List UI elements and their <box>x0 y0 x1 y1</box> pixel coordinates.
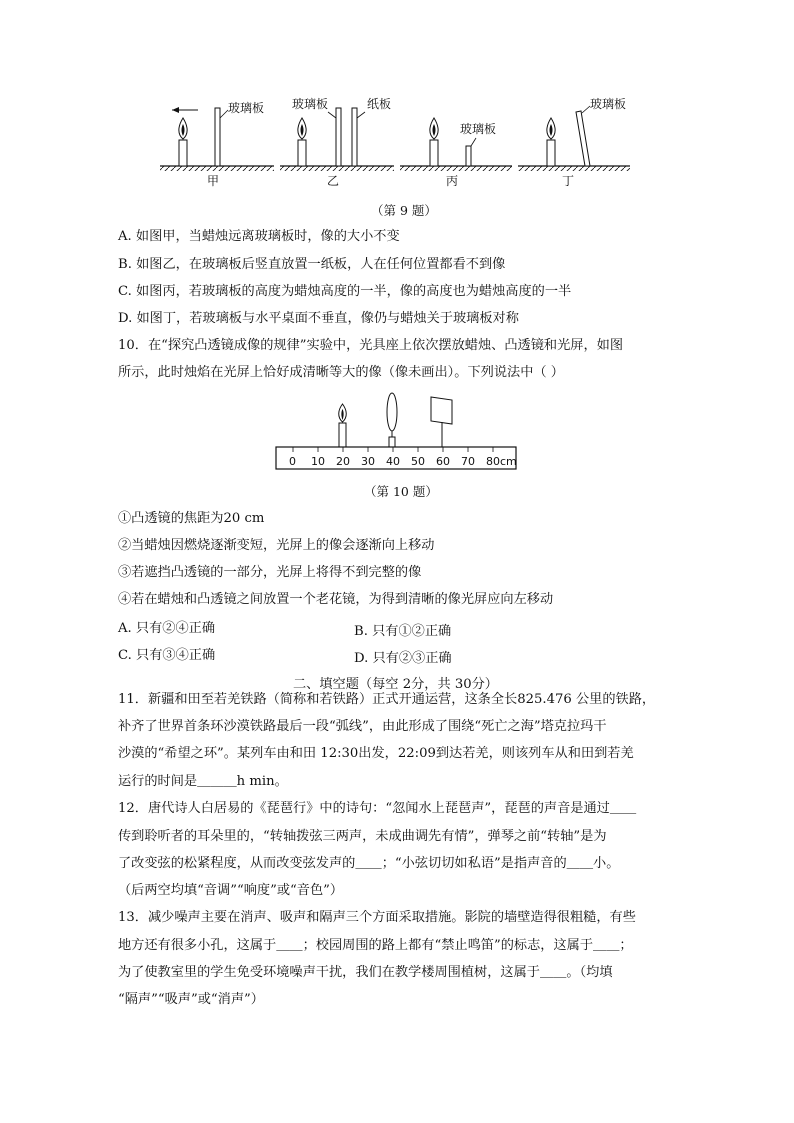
tick-label: 20 <box>336 455 350 468</box>
glass-label: 玻璃板 <box>590 97 627 111</box>
section2-title: 二、填空题（每空 2分，共 30分） <box>293 677 498 692</box>
tick-label: 50 <box>411 455 425 468</box>
paper-label: 纸板 <box>367 97 392 111</box>
candle-icon <box>430 118 438 166</box>
q13-line3: 为了使教室里的学生免受环境噪声干扰，我们在教学楼周围植树，这属于＿＿。（均填 <box>118 965 613 980</box>
panel-label-bing: 丙 <box>446 174 459 188</box>
panel-label-yi: 乙 <box>327 174 340 188</box>
q9-caption: （第 9 题） <box>371 203 437 218</box>
q12-line3: 了改变弦的松紧程度，从而改变弦发声的＿＿；“小弦切切如私语”是指声音的＿＿小。 <box>118 856 620 871</box>
q10-stem-line2: 所示，此时烛焰在光屏上恰好成清晰等大的像（像未画出）。下列说法中（ ） <box>118 365 564 380</box>
candle-icon <box>547 118 555 166</box>
q10-statement-4: ④若在蜡烛和凸透镜之间放置一个老花镜，为得到清晰的像光屏应向左移动 <box>118 592 554 607</box>
glass-label: 玻璃板 <box>460 122 497 136</box>
q13-line2: 地方还有很多小孔，这属于＿＿；校园周围的路上都有“禁止鸣笛”的标志，这属于＿＿； <box>118 938 633 953</box>
q9-option-c: C. 如图丙，若玻璃板的高度为蜡烛高度的一半，像的高度也为蜡烛高度的一半 <box>118 284 572 299</box>
light-screen-icon <box>431 397 452 447</box>
q10-option-c: C. 只有③④正确 <box>118 648 216 663</box>
q11-line4: 运行的时间是＿＿＿h min。 <box>118 774 288 789</box>
q10-statement-2: ②当蜡烛因燃烧逐渐变短，光屏上的像会逐渐向上移动 <box>118 538 435 553</box>
tick-label: 60 <box>436 455 450 468</box>
q11-line1: 11．新疆和田至若羌铁路（简称和若铁路）正式开通运营，这条全长825.476 公里的铁路， <box>118 692 656 707</box>
optical-bench-figure <box>270 390 530 475</box>
q11-line2: 补齐了世界首条环沙漠铁路最后一段“弧线”，由此形成了围绕“死亡之海”塔克拉玛干 <box>118 719 607 734</box>
q9-option-a: A. 如图甲，当蜡烛远离玻璃板时，像的大小不变 <box>118 229 400 244</box>
q10-stem-line1: 10．在“探究凸透镜成像的规律”实验中，光具座上依次摆放蜡烛、凸透镜和光屏，如图 <box>118 338 624 353</box>
candle-icon <box>298 118 306 166</box>
panel-bing <box>400 118 512 188</box>
panel-ding <box>518 96 630 188</box>
q10-caption: （第 10 题） <box>364 484 438 499</box>
tick-label: 70 <box>461 455 475 468</box>
tick-label: 10 <box>311 455 325 468</box>
q10-option-a: A. 只有②④正确 <box>118 621 216 636</box>
tick-label: 30 <box>361 455 375 468</box>
q10-statement-3: ③若遮挡凸透镜的一部分，光屏上将得不到完整的像 <box>118 565 422 580</box>
arrow-left-icon <box>172 107 179 113</box>
panel-jia <box>160 100 274 188</box>
q13-line4: “隔声”“吸声”或“消声”） <box>118 992 264 1007</box>
q12-line1: 12．唐代诗人白居易的《琵琶行》中的诗句：“忽闻水上琵琶声”，琵琶的声音是通过＿＿ <box>118 801 637 816</box>
q10-statement-1: ①凸透镜的焦距为20 cm <box>118 511 265 526</box>
glass-label: 玻璃板 <box>228 101 265 115</box>
q10-option-d: D. 只有②③正确 <box>354 651 452 666</box>
q12-line2: 传到聆听者的耳朵里的，“转轴拨弦三两声，未成曲调先有情”，弹琴之前“转轴”是为 <box>118 829 607 844</box>
q12-line4: （后两空均填“音调”“响度”或“音色”） <box>118 883 344 898</box>
q9-figure <box>0 80 794 280</box>
candle-icon <box>339 404 347 447</box>
panel-yi <box>280 96 394 188</box>
panel-label-jia: 甲 <box>207 174 220 188</box>
q11-line3: 沙漠的“希望之环”。某列车由和田 12:30出发，22:09到达若羌，则该列车从和田到若羌 <box>118 746 634 761</box>
tick-label: 40 <box>386 455 400 468</box>
q9-option-b: B. 如图乙，在玻璃板后竖直放置一纸板，人在任何位置都看不到像 <box>118 257 506 272</box>
candle-icon <box>179 118 187 166</box>
q13-line1: 13．减少噪声主要在消声、吸声和隔声三个方面采取措施。影院的墙壁造得很粗糙，有些 <box>118 910 636 925</box>
q10-option-b: B. 只有①②正确 <box>354 624 452 639</box>
tick-label: 0 <box>289 455 296 468</box>
panel-label-ding: 丁 <box>562 174 575 188</box>
convex-lens-icon <box>387 393 397 447</box>
glass-label: 玻璃板 <box>292 97 329 111</box>
q9-option-d: D. 如图丁，若玻璃板与水平桌面不垂直，像仍与蜡烛关于玻璃板对称 <box>118 311 519 326</box>
tick-label: 80cm <box>486 455 517 468</box>
